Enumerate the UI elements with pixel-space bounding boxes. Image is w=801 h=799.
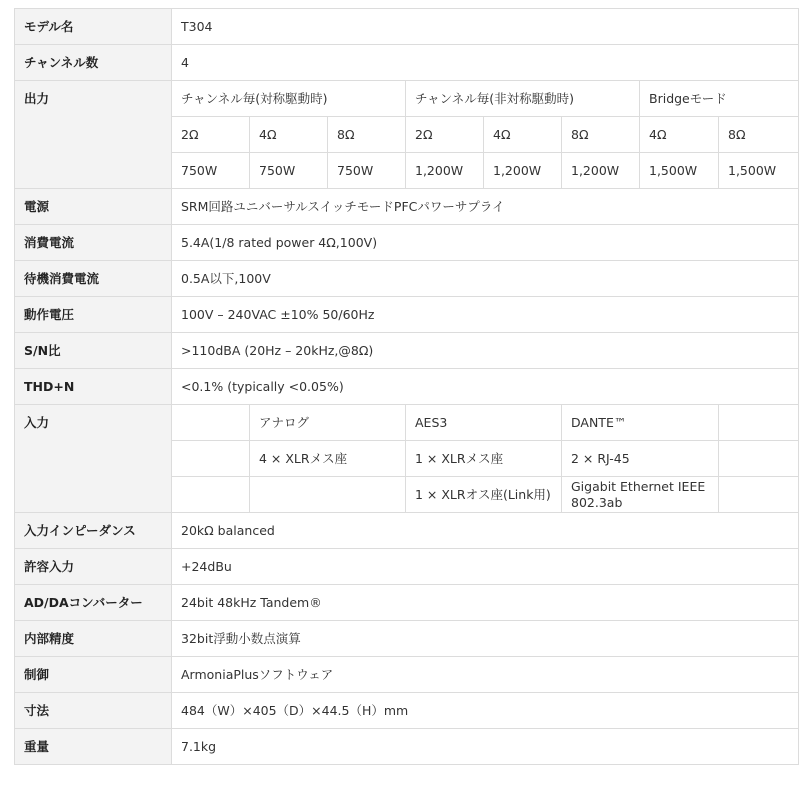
input-analog-line1: 4 × XLRメス座 — [250, 441, 406, 477]
input-aes3-line2: 1 × XLRオス座(Link用) — [406, 477, 562, 513]
output-watts: 1,200W — [406, 153, 484, 189]
input-analog-line2 — [250, 477, 406, 513]
row-precision — [15, 621, 799, 657]
output-watts: 1,200W — [484, 153, 562, 189]
label-control: 制御 — [15, 657, 172, 693]
row-power-supply — [15, 189, 799, 225]
output-impedance: 8Ω — [562, 117, 640, 153]
value-max-input: +24dBu — [172, 549, 799, 585]
label-max-input: 許容入力 — [15, 549, 172, 585]
output-watts: 750W — [328, 153, 406, 189]
value-standby: 0.5A以下,100V — [172, 261, 799, 297]
input-dante-line2: Gigabit Ethernet IEEE 802.3ab — [562, 477, 719, 513]
output-watts: 1,200W — [562, 153, 640, 189]
row-voltage — [15, 297, 799, 333]
value-converter: 24bit 48kHz Tandem® — [172, 585, 799, 621]
input-aes3-line1: 1 × XLRメス座 — [406, 441, 562, 477]
label-thd: THD+N — [15, 369, 172, 405]
value-impedance: 20kΩ balanced — [172, 513, 799, 549]
output-impedance: 4Ω — [484, 117, 562, 153]
row-consumption — [15, 225, 799, 261]
output-impedance: 8Ω — [328, 117, 406, 153]
output-watts: 750W — [172, 153, 250, 189]
label-weight: 重量 — [15, 729, 172, 765]
label-output: 出力 — [15, 81, 172, 189]
output-group-asymmetric: チャンネル毎(非対称駆動時) — [406, 81, 640, 117]
input-aes3-header: AES3 — [406, 405, 562, 441]
label-impedance: 入力インピーダンス — [15, 513, 172, 549]
input-empty-cell — [172, 477, 250, 513]
input-empty-cell — [172, 441, 250, 477]
row-dimensions — [15, 693, 799, 729]
value-power-supply: SRM回路ユニバーサルスイッチモードPFCパワーサプライ — [172, 189, 799, 225]
value-control: ArmoniaPlusソフトウェア — [172, 657, 799, 693]
input-dante-line1: 2 × RJ-45 — [562, 441, 719, 477]
output-impedance: 4Ω — [250, 117, 328, 153]
label-voltage: 動作電圧 — [15, 297, 172, 333]
output-impedance: 8Ω — [719, 117, 799, 153]
row-output-groups — [15, 81, 799, 117]
label-sn: S/N比 — [15, 333, 172, 369]
value-voltage: 100V – 240VAC ±10% 50/60Hz — [172, 297, 799, 333]
row-standby — [15, 261, 799, 297]
output-impedance: 2Ω — [406, 117, 484, 153]
label-model: モデル名 — [15, 9, 172, 45]
row-model — [15, 9, 799, 45]
input-empty-cell — [719, 441, 799, 477]
value-thd: <0.1% (typically <0.05%) — [172, 369, 799, 405]
value-precision: 32bit浮動小数点演算 — [172, 621, 799, 657]
row-impedance — [15, 513, 799, 549]
row-max-input — [15, 549, 799, 585]
row-control — [15, 657, 799, 693]
row-channels — [15, 45, 799, 81]
input-empty-cell — [172, 405, 250, 441]
row-converter — [15, 585, 799, 621]
input-analog-header: アナログ — [250, 405, 406, 441]
output-impedance: 2Ω — [172, 117, 250, 153]
row-input-header — [15, 405, 799, 441]
output-watts: 750W — [250, 153, 328, 189]
output-watts: 1,500W — [719, 153, 799, 189]
input-dante-header: DANTE™ — [562, 405, 719, 441]
spec-table — [14, 8, 799, 765]
label-consumption: 消費電流 — [15, 225, 172, 261]
label-standby: 待機消費電流 — [15, 261, 172, 297]
output-watts: 1,500W — [640, 153, 719, 189]
value-channels: 4 — [172, 45, 799, 81]
value-weight: 7.1kg — [172, 729, 799, 765]
input-empty-cell — [719, 405, 799, 441]
value-consumption: 5.4A(1/8 rated power 4Ω,100V) — [172, 225, 799, 261]
value-dimensions: 484（W）×405（D）×44.5（H）mm — [172, 693, 799, 729]
output-group-symmetric: チャンネル毎(対称駆動時) — [172, 81, 406, 117]
label-input: 入力 — [15, 405, 172, 513]
label-precision: 内部精度 — [15, 621, 172, 657]
row-weight — [15, 729, 799, 765]
label-converter: AD/DAコンバーター — [15, 585, 172, 621]
output-impedance: 4Ω — [640, 117, 719, 153]
value-sn: >110dBA (20Hz – 20kHz,@8Ω) — [172, 333, 799, 369]
input-empty-cell — [719, 477, 799, 513]
value-model: T304 — [172, 9, 799, 45]
label-channels: チャンネル数 — [15, 45, 172, 81]
output-group-bridge: Bridgeモード — [640, 81, 799, 117]
row-thd — [15, 369, 799, 405]
row-sn — [15, 333, 799, 369]
label-dimensions: 寸法 — [15, 693, 172, 729]
label-power-supply: 電源 — [15, 189, 172, 225]
